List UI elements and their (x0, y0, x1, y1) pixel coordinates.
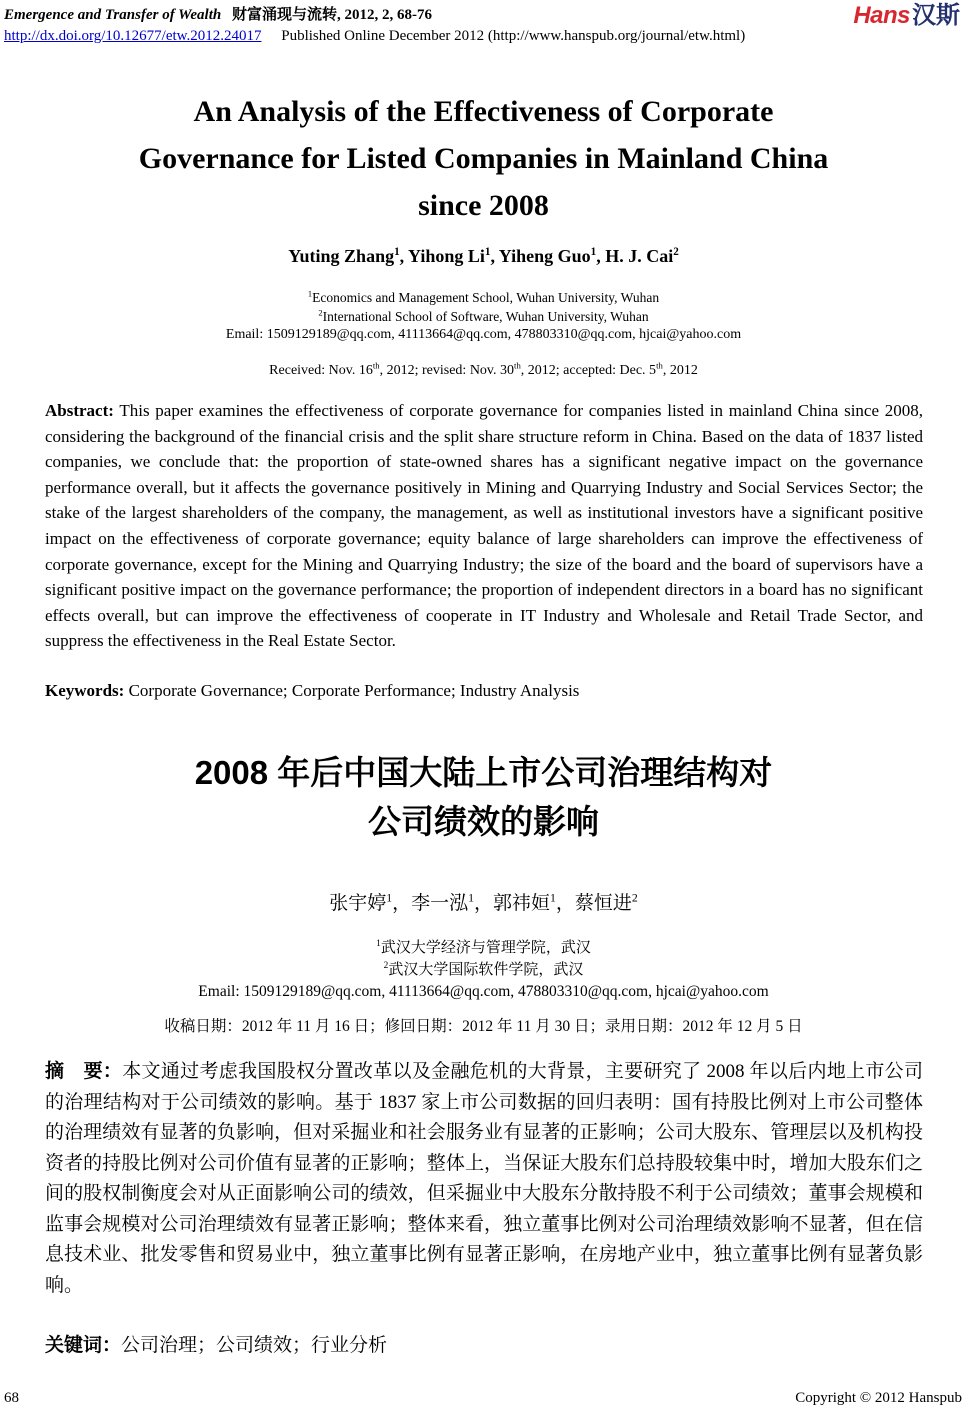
email-line-zh: Email: 1509129189@qq.com, 41113664@qq.com, 478803310@qq.com, hjcai@yahoo.com (198, 983, 769, 1000)
author-zh-4-affil-mark: 2 (631, 891, 638, 905)
journal-header-line1 (4, 5, 847, 26)
paper-title-zh-line2: 公司绩效的影响 (368, 803, 599, 840)
keywords-zh (45, 1330, 923, 1357)
paper-title-en-line3: since 2008 (418, 189, 549, 222)
abstract-text: This paper examines the effectiveness of corporate governance for companies listed in mainland China since 2008, considering the background of the financial crisis and the split share structure reform in China. Based on the data of 1837 listed companies, we conclude that: the proportion of state-owned shares has a significant negative impact on the governance performance overall, but it affects the governance positively in Mining and Quarrying Industry and Social Services Sector; the stake of the largest shareholders of the company, the management, as well as institutional investors have a significant positive impact on the effectiveness of corporate governance; equity balance of large shareholders can improve the effectiveness of corporate governance, except for the Mining and Quarrying Industry; the size of the board and the board of supervisors have a significant positive impact on the governance performance; the proportion of independent directors in a board has no significant effects overall, but can improve the effectiveness of cooperate in IT Industry and Wholesale and Retail Trade Sector, and suppress the effectiveness in the Real Estate Sector. (45, 401, 923, 651)
revised-part: , 2012; revised: Nov. 30 (379, 363, 515, 378)
author-en-4-affil-mark: 2 (673, 246, 679, 258)
author-en-1-affil-mark: 1 (394, 246, 400, 258)
abstract-en (45, 398, 923, 654)
dates-line-zh: 收稿日期：2012 年 11 月 16 日；修回日期：2012 年 11 月 30 日；录用日期：2012 年 12 月 5 日 (164, 1018, 803, 1035)
keywords-zh-label: 关键词： (45, 1335, 122, 1356)
authors-zh (0, 888, 967, 915)
affiliation-zh-2 (0, 959, 967, 981)
abstract-zh-text: 本文通过考虑我国股权分置改革以及金融危机的大背景，主要研究了 2008 年以后内地上市公司的治理结构对于公司绩效的影响。基于 1837 家上市公司数据的回归表明：国有持股比例对上市公司整体的治理绩效有显著的负影响，但对采掘业和社会服务业有显著的正影响；公司大股东、管理层以及机构投资者的持股比例对公司价值有显著的正影响；整体上，当保证大股东们总持股较集中时，增加大股东们之间的股权制衡度会对从正面影响公司的绩效，但采掘业中大股东分散持股不利于公司绩效；董事会规模和监事会规模对公司治理绩效有显著正影响；整体来看，独立董事比例对公司治理绩效影响不显著，但在信息技术业、批发零售和贸易业中，独立董事比例有显著正影响，在房地产业中，独立董事比例有显著负影响。 (45, 1061, 923, 1296)
revised-sup: th (514, 360, 521, 371)
paper-title-en (0, 88, 967, 229)
author-zh-1: 张宇婷 (329, 893, 387, 914)
received-line (0, 360, 967, 379)
affiliation-zh-2-mark: 2 (383, 961, 389, 971)
author-zh-2: ，李一泓 (392, 893, 469, 914)
affiliation-en-2 (0, 307, 967, 326)
keywords-zh-text: 公司治理；公司绩效；行业分析 (121, 1335, 388, 1356)
keywords-text: Corporate Governance; Corporate Performance; Industry Analysis (124, 681, 580, 700)
affiliation-zh-1-mark: 1 (376, 939, 381, 949)
accepted-year: , 2012 (662, 363, 698, 378)
affiliation-en-1-mark: 1 (307, 289, 313, 299)
hans-logo-hanzi: 汉斯 (912, 2, 960, 29)
author-zh-3-affil-mark: 1 (550, 891, 556, 905)
affiliation-en-1 (0, 288, 967, 307)
affiliations-zh (0, 937, 967, 981)
affiliation-en-1-text: Economics and Management School, Wuhan University, Wuhan (312, 290, 660, 305)
author-en-2-affil-mark: 1 (484, 246, 491, 258)
journal-header (4, 5, 847, 47)
affiliations-en (0, 288, 967, 326)
accepted-sup: th (656, 360, 663, 371)
author-en-1: Yuting Zhang (288, 246, 395, 266)
keywords-en (45, 681, 923, 701)
affiliation-en-2-mark: 2 (318, 308, 323, 318)
journal-title-en: Emergence and Transfer of Wealth (4, 7, 222, 23)
author-en-4: , H. J. Cai (596, 246, 674, 266)
abstract-zh (45, 1057, 923, 1301)
received-sup: th (372, 360, 380, 371)
hans-publisher-logo (853, 3, 960, 29)
author-en-3: , Yiheng Guo (490, 246, 591, 266)
abstract-zh-label: 摘 要： (45, 1061, 123, 1082)
author-en-3-affil-mark: 1 (590, 246, 597, 258)
paper-title-zh-line1: 2008 年后中国大陆上市公司治理结构对 (194, 754, 773, 791)
copyright-notice: Copyright © 2012 Hanspub (795, 1390, 962, 1406)
affiliation-en-2-text: International School of Software, Wuhan University, Wuhan (322, 309, 649, 324)
author-zh-3: ，郭祎姮 (474, 893, 551, 914)
authors-en (0, 246, 967, 267)
journal-header-line2 (4, 26, 847, 47)
paper-title-en-line2: Governance for Listed Companies in Mainland China (138, 142, 829, 175)
email-line-en: Email: 1509129189@qq.com, 41113664@qq.com, 478803310@qq.com, hjcai@yahoo.com (225, 327, 742, 342)
hans-logo-latin: Hans (853, 2, 910, 29)
author-zh-4: ，蔡恒进 (555, 893, 632, 914)
accepted-part: , 2012; accepted: Dec. 5 (520, 363, 657, 378)
affiliation-zh-1 (0, 937, 967, 959)
affiliation-zh-1-text: 武汉大学经济与管理学院，武汉 (380, 940, 591, 956)
abstract-label: Abstract: (45, 401, 114, 420)
doi-link[interactable]: http://dx.doi.org/10.12677/etw.2012.24017 (4, 28, 262, 44)
author-en-2: , Yihong Li (399, 246, 485, 266)
paper-title-zh (0, 748, 967, 846)
keywords-label: Keywords: (45, 681, 125, 700)
published-online-text: Published Online December 2012 (http://www.hanspub.org/journal/etw.html) (281, 28, 746, 44)
author-zh-2-affil-mark: 1 (468, 891, 474, 905)
journal-title-zh: 财富涌现与流转, 2012, 2, 68-76 (231, 7, 432, 23)
author-zh-1-affil-mark: 1 (386, 891, 393, 905)
paper-title-en-line1: An Analysis of the Effectiveness of Corporate (193, 95, 774, 128)
affiliation-zh-2-text: 武汉大学国际软件学院，武汉 (388, 962, 584, 978)
page-number: 68 (4, 1390, 19, 1406)
received-part: Received: Nov. 16 (269, 363, 373, 378)
